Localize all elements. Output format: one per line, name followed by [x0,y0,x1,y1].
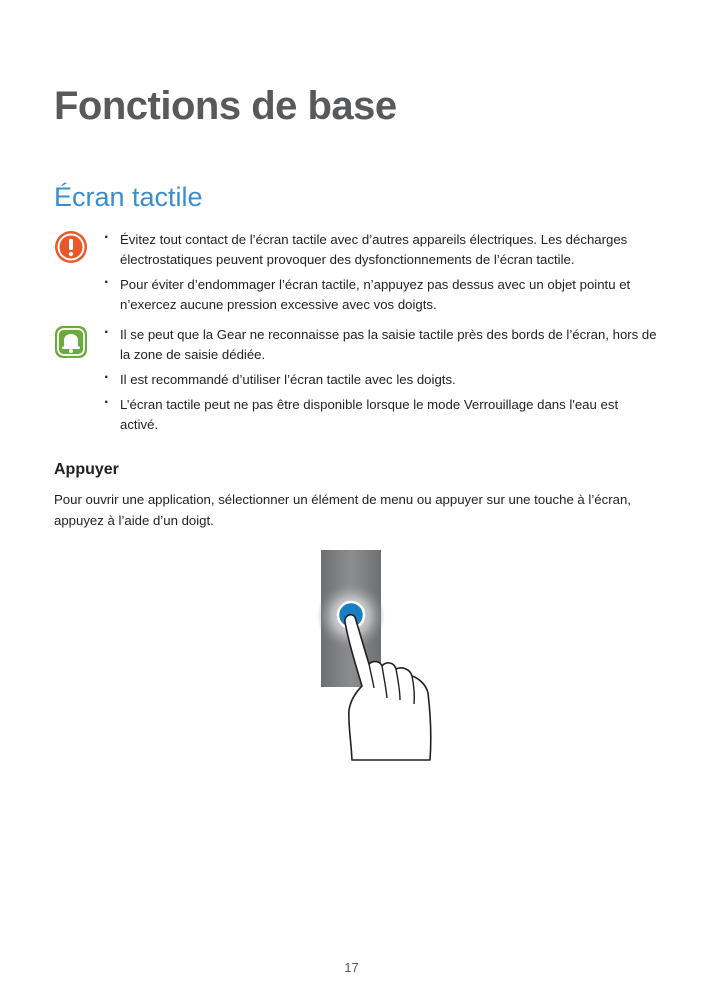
warning-list [104,230,659,320]
finger-tap-illustration [318,548,458,763]
page-number: 17 [344,960,359,975]
bell-icon [54,325,88,359]
tap-description: Pour ouvrir une application, sélectionner un élément de menu ou appuyer sur une touche à l’écran, appuyez à l’aide d’un doigt. [54,492,631,528]
page-title: Fonctions de base [54,84,397,128]
hand [345,615,431,760]
warning-item: · Évitez tout contact de l’écran tactile avec d’autres appareils électriques. Les décharges électrostatiques peuvent provoquer des dysfonctionnements de l’écran tactile. [104,230,659,270]
section-title: Écran tactile [54,182,203,212]
note-list [104,325,659,440]
note-item: · Il est recommandé d’utiliser l’écran tactile avec les doigts. [104,370,659,390]
warning-item: · Pour éviter d’endommager l’écran tactile, n’appuyez pas dessus avec un objet pointu et n’exercez aucune pression excessive avec vos doigts. [104,275,659,315]
note-item: · Il se peut que la Gear ne reconnaisse pas la saisie tactile près des bords de l’écran, hors de la zone de saisie dédiée. [104,325,659,365]
warning-icon [54,230,88,264]
note-item: · L’écran tactile peut ne pas être disponible lorsque le mode Verrouillage dans l'eau est activé. [104,395,659,435]
tap-heading: Appuyer [54,461,119,478]
